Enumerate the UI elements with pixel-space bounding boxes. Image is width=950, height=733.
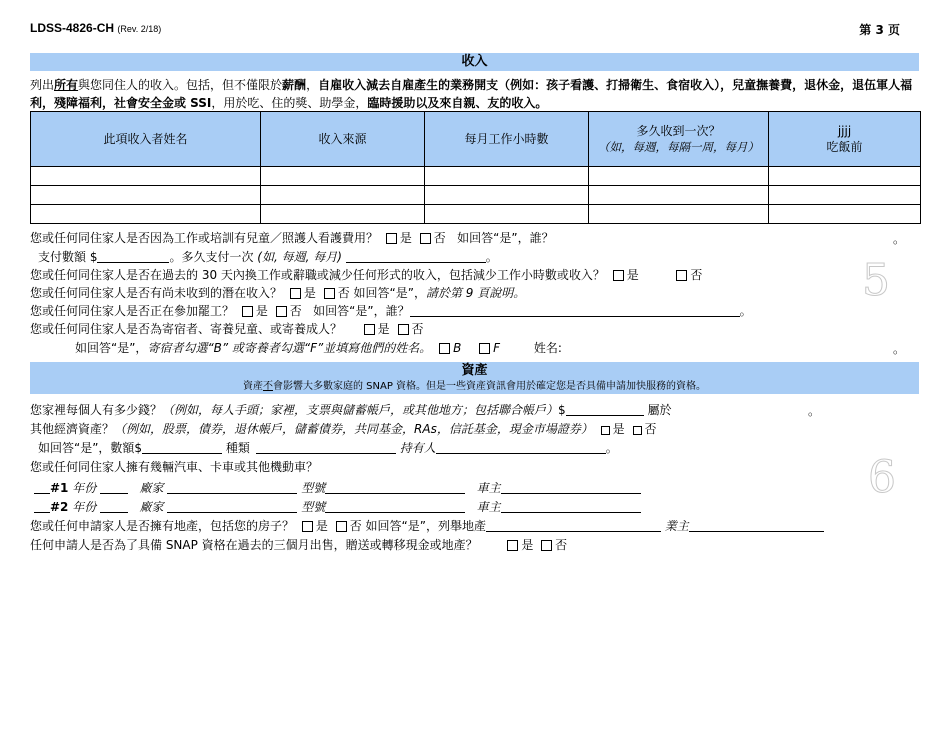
cash-question: 您家裡每個人有多少錢？（例如，每人手頭；家裡，支票與儲蓄帳戶，或其他地方；包括聯合帳戶）$ 屬於: [30, 403, 672, 417]
table-cell[interactable]: [261, 186, 425, 205]
vehicle-year-field[interactable]: [100, 500, 128, 513]
assets-title: 資產: [461, 363, 488, 378]
vehicle-count-field[interactable]: [34, 500, 50, 513]
boarder-question: 您或任何同住家人是否為寄宿者、寄養兒童、或寄養成人？ 是 否: [30, 322, 424, 336]
table-cell[interactable]: [589, 186, 769, 205]
childcare-no-checkbox[interactable]: [420, 233, 431, 244]
table-cell[interactable]: [769, 186, 921, 205]
other-assets-detail: 如回答“是”，數額$ 種類 持有人 。: [38, 441, 618, 455]
cash-amount-field[interactable]: [566, 403, 644, 416]
payment-amount-field[interactable]: [97, 250, 169, 263]
other-assets-holder-field[interactable]: [436, 441, 606, 454]
form-id-text: LDSS-4826-CH: [30, 21, 115, 35]
other-assets-question: 其他經濟資產？（例如，股票，債券，退休帳戶，儲蓄債券，共同基金，RAs，信託基金，現金市場證券） 是 否: [30, 422, 657, 436]
vehicle-year-field[interactable]: [100, 481, 128, 494]
job-change-yes-checkbox[interactable]: [613, 270, 624, 281]
vehicle-model-field[interactable]: [325, 500, 465, 513]
table-cell[interactable]: [589, 205, 769, 224]
transfer-yes-checkbox[interactable]: [507, 540, 518, 551]
vehicle-owner-field[interactable]: [501, 481, 641, 494]
page-number: 第 3 页: [859, 23, 900, 37]
vehicles-question: 您或任何同住家人擁有幾輛汽車、卡車或其他機動車？: [30, 460, 319, 474]
strike-who-field[interactable]: [410, 304, 740, 317]
job-change-no-checkbox[interactable]: [676, 270, 687, 281]
income-title: 收入: [461, 54, 488, 69]
strike-yes-checkbox[interactable]: [242, 306, 253, 317]
income-table-header: [31, 112, 921, 167]
property-list-field[interactable]: [486, 519, 661, 532]
form-rev: (Rev. 2/18): [117, 24, 162, 34]
table-cell[interactable]: [425, 205, 589, 224]
strike-question: 您或任何同住家人是否正在參加罷工？ 是 否 如回答“是”，誰？ 。: [30, 304, 752, 318]
other-assets-yes-checkbox[interactable]: [601, 426, 610, 435]
table-cell[interactable]: [261, 205, 425, 224]
vehicle-count-field[interactable]: [34, 481, 50, 494]
col-hours: 每月工作小時數: [425, 112, 589, 167]
property-yes-checkbox[interactable]: [302, 521, 313, 532]
vehicle-owner-field[interactable]: [501, 500, 641, 513]
assets-subtitle: 資產不會影響大多數家庭的 SNAP 資格。但是一些資產資訊會用於確定您是否具備申請加快服務的資格。: [242, 381, 707, 392]
table-row: [31, 205, 921, 224]
boarder-detail: 如回答“是”，寄宿者勾選“B” 或寄養者勾選“F”並填寫他們的姓名。 B F 姓名:: [75, 341, 562, 355]
margin-number-6: 6: [868, 452, 896, 503]
form-id: [30, 21, 161, 35]
childcare-yes-checkbox[interactable]: [386, 233, 397, 244]
income-instructions: 列出所有與您同住人的收入。包括，但不僅限於薪酬，自雇收入減去自雇產生的業務開支（例如：孩子看護、打掃衛生、食宿收入），兒童撫養費，退休金，退伍軍人福利，殘障福利，社會安全金或 SSI，用於吃、住的獎、助學金，臨時援助以及來自親、友的收入。: [30, 78, 913, 110]
col-name: 此項收入者姓名: [31, 112, 261, 167]
margin-number-5: 5: [862, 255, 890, 306]
transfer-no-checkbox[interactable]: [541, 540, 552, 551]
potential-income-no-checkbox[interactable]: [324, 288, 335, 299]
income-section-header: [30, 53, 919, 71]
income-table: [30, 111, 921, 224]
boarder-yes-checkbox[interactable]: [364, 324, 375, 335]
table-cell[interactable]: [769, 167, 921, 186]
job-change-question: 您或任何同住家人是否在過去的 30 天內換工作或辭職或減少任何形式的收入，包括減少工作小時數或收入？ 是 否: [30, 268, 703, 282]
vehicle-row-1: #1 年份 廠家 型號 車主: [34, 480, 641, 496]
vehicle-row-2: #2 年份 廠家 型號 車主: [34, 499, 641, 515]
transfer-question: 任何申請人是否為了具備 SNAP 資格在過去的三個月出售，贈送或轉移現金或地產？ 是 否: [30, 538, 568, 552]
boarder-b-checkbox[interactable]: [439, 343, 450, 354]
property-question: 您或任何申請家人是否擁有地產，包括您的房子？ 是 否 如回答“是”，列舉地產 業主: [30, 518, 824, 534]
table-cell[interactable]: [261, 167, 425, 186]
col-frequency: 多久收到一次？ （如，每週，每隔一周，每月）: [589, 112, 769, 167]
payment-frequency-field[interactable]: [346, 250, 486, 263]
table-cell[interactable]: [31, 205, 261, 224]
col-before-meals: jjjj 吃飯前: [769, 112, 921, 167]
strike-no-checkbox[interactable]: [276, 306, 287, 317]
assets-section-header: [30, 362, 919, 394]
vehicle-maker-field[interactable]: [167, 500, 297, 513]
table-cell[interactable]: [31, 167, 261, 186]
table-cell[interactable]: [425, 186, 589, 205]
potential-income-yes-checkbox[interactable]: [290, 288, 301, 299]
childcare-question: 您或任何同住家人是否因為工作或培訓有兒童／照護人看護費用？ 是 否 如回答“是”，誰？: [30, 231, 554, 245]
childcare-payment: 支付數額 $ 。多久支付一次 (如, 每週, 每月) 。: [38, 250, 498, 264]
property-owner-field[interactable]: [689, 519, 824, 532]
other-assets-type-field[interactable]: [256, 441, 396, 454]
property-no-checkbox[interactable]: [336, 521, 347, 532]
table-cell[interactable]: [425, 167, 589, 186]
potential-income-question: 您或任何同住家人是否有尚未收到的潛在收入？ 是 否 如回答“是”，請於第 9 頁說明。: [30, 286, 526, 300]
table-cell[interactable]: [769, 205, 921, 224]
vehicle-model-field[interactable]: [325, 481, 465, 494]
col-source: 收入來源: [261, 112, 425, 167]
table-cell[interactable]: [31, 186, 261, 205]
vehicle-maker-field[interactable]: [167, 481, 297, 494]
table-cell[interactable]: [589, 167, 769, 186]
table-row: [31, 167, 921, 186]
table-row: [31, 186, 921, 205]
other-assets-no-checkbox[interactable]: [633, 426, 642, 435]
boarder-f-checkbox[interactable]: [479, 343, 490, 354]
boarder-no-checkbox[interactable]: [398, 324, 409, 335]
other-assets-amount-field[interactable]: [142, 441, 222, 454]
